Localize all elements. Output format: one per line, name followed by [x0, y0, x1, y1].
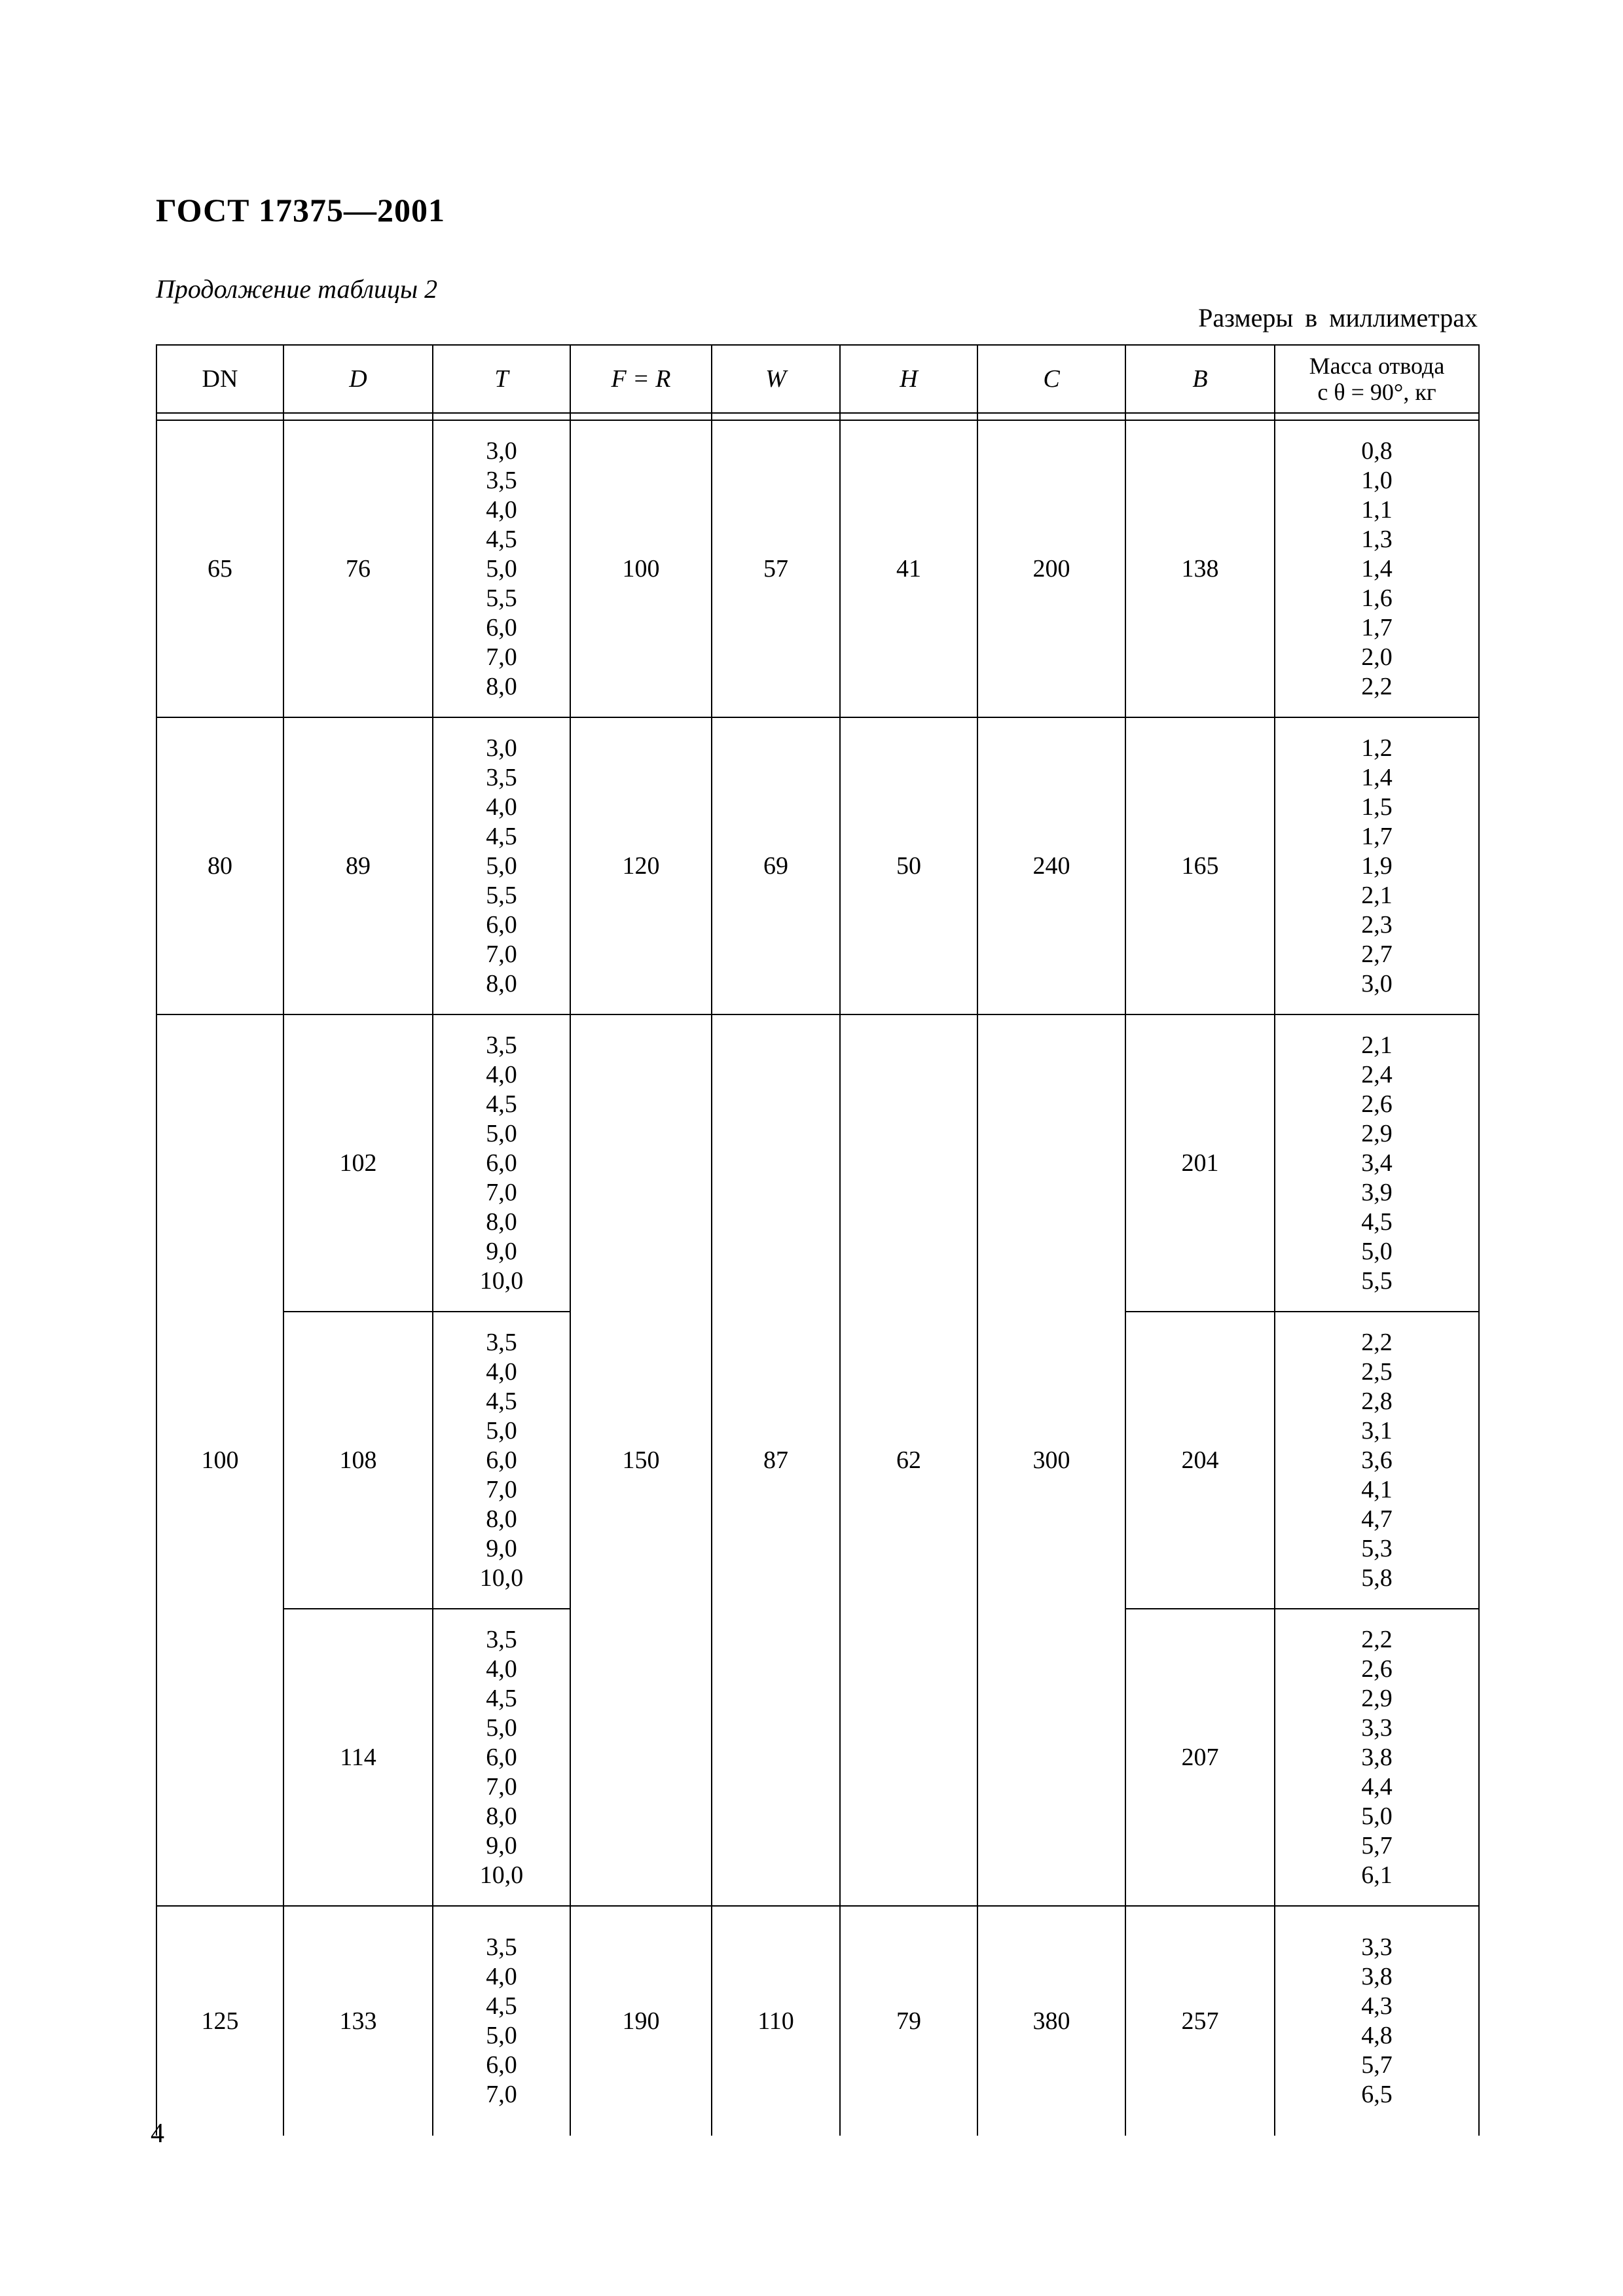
list-value: 3,5 — [486, 1031, 517, 1059]
list-value: 5,0 — [1361, 1802, 1393, 1830]
list-value: 10,0 — [479, 1266, 524, 1295]
cell-w: 87 — [712, 1014, 840, 1906]
list-value: 1,7 — [1361, 613, 1393, 641]
list-value: 3,5 — [486, 1328, 517, 1356]
list-value: 7,0 — [486, 2081, 517, 2108]
cell-t-list — [433, 717, 570, 1014]
list-value: 2,1 — [1361, 1031, 1393, 1059]
cell-c: 200 — [977, 420, 1125, 717]
list-value: 7,0 — [486, 1178, 517, 1206]
cell-h: 41 — [840, 420, 977, 717]
list-value: 2,6 — [1361, 1090, 1393, 1118]
list-value: 1,9 — [1361, 852, 1393, 880]
cell-mass-list — [1275, 1906, 1479, 2136]
cell-mass-list — [1275, 717, 1479, 1014]
list-value: 4,5 — [486, 1090, 517, 1118]
list-value: 0,8 — [1361, 437, 1393, 465]
list-value: 4,8 — [1361, 2022, 1393, 2049]
list-value: 3,1 — [1361, 1416, 1393, 1444]
mass-header-line1: Масса отвода — [1309, 353, 1445, 379]
header-separator — [156, 413, 1479, 420]
list-value: 3,0 — [1361, 969, 1393, 997]
list-value: 8,0 — [486, 969, 517, 997]
cell-h: 50 — [840, 717, 977, 1014]
list-value: 10,0 — [479, 1564, 524, 1592]
list-value: 1,1 — [1361, 495, 1393, 524]
cell-mass-list — [1275, 1609, 1479, 1906]
col-header-t: T — [433, 345, 570, 413]
list-value: 8,0 — [486, 1505, 517, 1533]
cell-mass-list — [1275, 1014, 1479, 1312]
list-value: 10,0 — [479, 1861, 524, 1889]
table-row — [156, 420, 1479, 717]
col-header-c: C — [977, 345, 1125, 413]
list-value: 4,0 — [486, 793, 517, 821]
col-header-h: H — [840, 345, 977, 413]
cell-c: 240 — [977, 717, 1125, 1014]
list-value: 1,0 — [1361, 466, 1393, 494]
mass-header-line2: с θ = 90°, кг — [1317, 379, 1436, 405]
list-value: 2,9 — [1361, 1684, 1393, 1712]
cell-d: 102 — [283, 1014, 433, 1312]
list-value: 5,7 — [1361, 1831, 1393, 1859]
cell-w: 57 — [712, 420, 840, 717]
list-value: 8,0 — [486, 672, 517, 700]
list-value: 4,5 — [486, 1387, 517, 1415]
list-value: 4,0 — [486, 1357, 517, 1386]
cell-c: 380 — [977, 1906, 1125, 2136]
list-value: 2,4 — [1361, 1060, 1393, 1088]
cell-b: 204 — [1125, 1312, 1275, 1609]
document-code: ГОСТ 17375—2001 — [156, 192, 446, 228]
list-value: 3,5 — [486, 1625, 517, 1653]
list-value: 6,0 — [486, 910, 517, 939]
list-value: 4,4 — [1361, 1772, 1393, 1801]
cell-dn: 125 — [156, 1906, 283, 2136]
list-value: 6,0 — [486, 2051, 517, 2079]
cell-d: 76 — [283, 420, 433, 717]
cell-h: 62 — [840, 1014, 977, 1906]
list-value: 4,0 — [486, 1963, 517, 1990]
list-value: 4,0 — [486, 495, 517, 524]
cell-t-list — [433, 1609, 570, 1906]
list-value: 3,4 — [1361, 1149, 1393, 1177]
list-value: 8,0 — [486, 1802, 517, 1830]
list-value: 7,0 — [486, 1772, 517, 1801]
list-value: 1,5 — [1361, 793, 1393, 821]
cell-b: 138 — [1125, 420, 1275, 717]
cell-f-r: 120 — [570, 717, 712, 1014]
cell-f-r: 190 — [570, 1906, 712, 2136]
list-value: 4,5 — [486, 822, 517, 850]
list-value: 2,1 — [1361, 881, 1393, 909]
table-continuation-caption: Продолжение таблицы 2 — [156, 274, 438, 304]
list-value: 9,0 — [486, 1237, 517, 1265]
list-value: 4,5 — [486, 1684, 517, 1712]
list-value: 1,6 — [1361, 584, 1393, 612]
list-value: 9,0 — [486, 1534, 517, 1562]
table-row — [156, 1906, 1479, 2136]
list-value: 2,5 — [1361, 1357, 1393, 1386]
list-value: 7,0 — [486, 940, 517, 968]
cell-t-list — [433, 420, 570, 717]
list-value: 2,8 — [1361, 1387, 1393, 1415]
list-value: 5,0 — [486, 2022, 517, 2049]
list-value: 4,0 — [486, 1060, 517, 1088]
col-header-f-r: F = R — [570, 345, 712, 413]
list-value: 4,7 — [1361, 1505, 1393, 1533]
cell-b: 165 — [1125, 717, 1275, 1014]
list-value: 3,8 — [1361, 1963, 1393, 1990]
list-value: 3,5 — [486, 466, 517, 494]
list-value: 9,0 — [486, 1831, 517, 1859]
list-value: 5,5 — [1361, 1266, 1393, 1295]
cell-h: 79 — [840, 1906, 977, 2136]
list-value: 7,0 — [486, 643, 517, 671]
cell-f-r: 150 — [570, 1014, 712, 1906]
list-value: 6,0 — [486, 1149, 517, 1177]
list-value: 5,0 — [486, 1119, 517, 1147]
list-value: 1,7 — [1361, 822, 1393, 850]
list-value: 5,7 — [1361, 2051, 1393, 2079]
list-value: 1,4 — [1361, 763, 1393, 791]
list-value: 3,9 — [1361, 1178, 1393, 1206]
list-value: 8,0 — [486, 1208, 517, 1236]
list-value: 4,5 — [1361, 1208, 1393, 1236]
cell-b: 201 — [1125, 1014, 1275, 1312]
list-value: 6,1 — [1361, 1861, 1393, 1889]
list-value: 6,5 — [1361, 2081, 1393, 2108]
list-value: 3,0 — [486, 734, 517, 762]
cell-dn: 65 — [156, 420, 283, 717]
col-header-d: D — [283, 345, 433, 413]
cell-c: 300 — [977, 1014, 1125, 1906]
list-value: 6,0 — [486, 613, 517, 641]
cell-d: 108 — [283, 1312, 433, 1609]
cell-mass-list — [1275, 1312, 1479, 1609]
list-value: 5,8 — [1361, 1564, 1393, 1592]
list-value: 2,3 — [1361, 910, 1393, 939]
list-value: 4,0 — [486, 1655, 517, 1683]
col-header-b: B — [1125, 345, 1275, 413]
cell-b: 207 — [1125, 1609, 1275, 1906]
list-value: 3,6 — [1361, 1446, 1393, 1474]
list-value: 5,5 — [486, 584, 517, 612]
cell-dn: 80 — [156, 717, 283, 1014]
list-value: 4,5 — [486, 1992, 517, 2020]
list-value: 2,2 — [1361, 1328, 1393, 1356]
cell-t-list — [433, 1014, 570, 1312]
list-value: 5,0 — [1361, 1237, 1393, 1265]
cell-w: 69 — [712, 717, 840, 1014]
list-value: 1,4 — [1361, 554, 1393, 583]
cell-t-list — [433, 1312, 570, 1609]
list-value: 3,5 — [486, 1933, 517, 1961]
list-value: 7,0 — [486, 1475, 517, 1503]
list-value: 2,9 — [1361, 1119, 1393, 1147]
list-value: 4,3 — [1361, 1992, 1393, 2020]
col-header-mass — [1275, 345, 1479, 413]
cell-t-list — [433, 1906, 570, 2136]
list-value: 2,6 — [1361, 1655, 1393, 1683]
cell-d: 133 — [283, 1906, 433, 2136]
list-value: 6,0 — [486, 1743, 517, 1771]
table-row — [156, 1014, 1479, 1312]
table-header-row — [156, 345, 1479, 413]
list-value: 5,3 — [1361, 1534, 1393, 1562]
list-value: 1,2 — [1361, 734, 1393, 762]
list-value: 3,5 — [486, 763, 517, 791]
list-value: 5,0 — [486, 1416, 517, 1444]
list-value: 5,0 — [486, 1713, 517, 1742]
cell-b: 257 — [1125, 1906, 1275, 2136]
cell-dn: 100 — [156, 1014, 283, 1906]
list-value: 3,3 — [1361, 1713, 1393, 1742]
col-header-w: W — [712, 345, 840, 413]
units-note: Размеры в миллиметрах — [1198, 303, 1478, 332]
list-value: 3,8 — [1361, 1743, 1393, 1771]
list-value: 3,0 — [486, 437, 517, 465]
list-value: 3,3 — [1361, 1933, 1393, 1961]
cell-f-r: 100 — [570, 420, 712, 717]
table-row — [156, 717, 1479, 1014]
page-number: 4 — [151, 2119, 164, 2149]
list-value: 5,0 — [486, 852, 517, 880]
cell-d: 114 — [283, 1609, 433, 1906]
cell-w: 110 — [712, 1906, 840, 2136]
list-value: 2,2 — [1361, 672, 1393, 700]
list-value: 5,0 — [486, 554, 517, 583]
list-value: 2,0 — [1361, 643, 1393, 671]
dimensions-table — [156, 344, 1480, 2136]
list-value: 4,1 — [1361, 1475, 1393, 1503]
cell-d: 89 — [283, 717, 433, 1014]
list-value: 2,7 — [1361, 940, 1393, 968]
list-value: 1,3 — [1361, 525, 1393, 553]
list-value: 6,0 — [486, 1446, 517, 1474]
list-value: 2,2 — [1361, 1625, 1393, 1653]
col-header-dn: DN — [156, 345, 283, 413]
list-value: 4,5 — [486, 525, 517, 553]
list-value: 5,5 — [486, 881, 517, 909]
cell-mass-list — [1275, 420, 1479, 717]
